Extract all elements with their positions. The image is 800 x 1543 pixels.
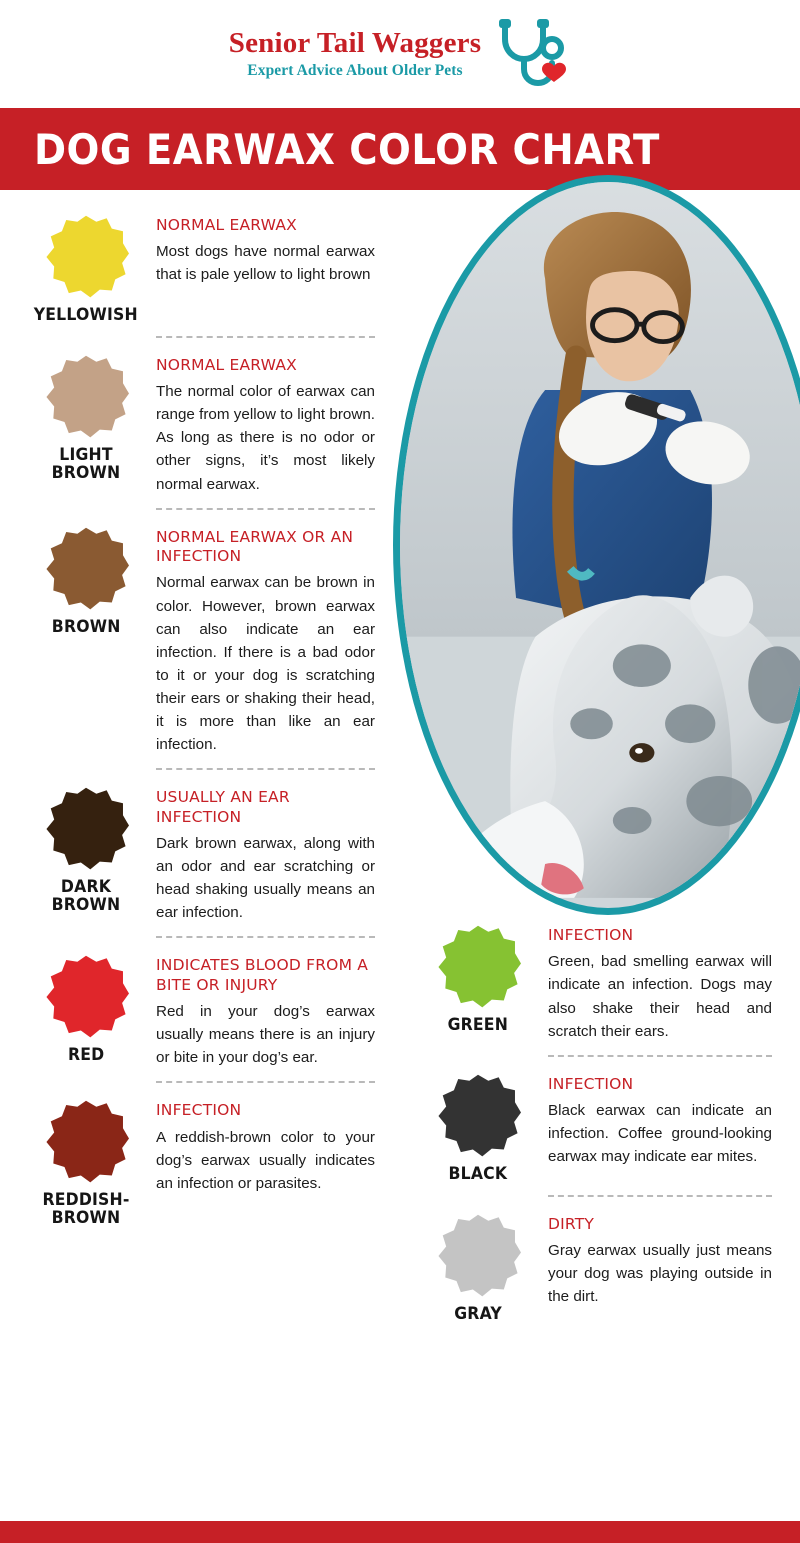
footer-bar (0, 1521, 800, 1543)
item-body: Dark brown earwax, along with an odor and ear scratching or head shaking usually means an ear infection. (156, 834, 375, 922)
item-body: Black earwax can indicate an infection. Coffee ground-looking earwax may indicate ear mites. (548, 1102, 772, 1166)
swatch-label: REDDISH- BROWN (42, 1190, 130, 1228)
swatch-label: RED (67, 1045, 105, 1065)
stethoscope-heart-icon (491, 17, 571, 92)
list-item (422, 1209, 772, 1323)
divider (156, 336, 375, 338)
item-title: INFECTION (156, 1101, 242, 1120)
item-title: NORMAL EARWAX OR AN INFECTION (156, 527, 354, 566)
swatch-label: LIGHT BROWN (51, 444, 121, 482)
swatch-label: GRAY (454, 1303, 502, 1323)
item-title: INFECTION (548, 1074, 634, 1093)
divider (156, 508, 375, 510)
color-swatch-black (435, 1073, 521, 1159)
divider (548, 1195, 772, 1197)
item-body: Normal earwax can be brown in color. However, brown earwax can also indicate an ear infection. If there is a bad odor to it or your dog is scratching their ears or shaking their head, it is more than like an ear infection. (156, 574, 375, 754)
item-body: The normal color of earwax can range from yellow to light brown. As long as there is no odor or other signs, it’s most likely normal earwax. (156, 383, 375, 493)
list-item (422, 920, 772, 1043)
item-title: NORMAL EARWAX (156, 216, 297, 234)
chart-title-bar (0, 108, 800, 190)
divider (156, 936, 375, 938)
swatch-label: YELLOWISH (33, 305, 139, 324)
swatch-label: DARK BROWN (51, 877, 121, 914)
item-title: INDICATES BLOOD FROM A BITE OR INJURY (156, 956, 369, 994)
list-item (30, 782, 375, 924)
item-title: USUALLY AN EAR INFECTION (156, 788, 290, 826)
right-color-list (422, 920, 772, 1322)
divider (156, 768, 375, 770)
item-body: Red in your dog’s earwax usually means there is an injury or bite in your dog’s ear. (156, 1003, 375, 1067)
color-swatch-yellowish (43, 214, 129, 300)
left-color-list (30, 210, 375, 1227)
list-item (30, 350, 375, 496)
list-item (30, 210, 375, 324)
item-title: DIRTY (548, 1214, 595, 1233)
color-swatch-reddish-brown (43, 1099, 129, 1185)
item-title: NORMAL EARWAX (156, 355, 297, 374)
swatch-label: BLACK (448, 1163, 508, 1183)
list-item (30, 522, 375, 757)
divider (156, 1081, 375, 1083)
list-item (30, 950, 375, 1069)
item-body: A reddish-brown color to your dog’s earwax usually indicates an infection or parasites. (156, 1128, 375, 1192)
item-title: INFECTION (548, 926, 634, 944)
list-item (30, 1095, 375, 1227)
swatch-label: BROWN (51, 616, 121, 636)
item-body: Most dogs have normal earwax that is pale yellow to light brown (156, 243, 375, 284)
color-swatch-brown (43, 526, 129, 612)
brand-title: Senior Tail Waggers (228, 27, 482, 60)
brand-subtitle: Expert Advice About Older Pets (247, 61, 463, 79)
color-swatch-green (435, 924, 521, 1010)
divider (548, 1055, 772, 1057)
swatch-label: GREEN (447, 1015, 509, 1034)
color-swatch-dark-brown (43, 786, 129, 872)
color-swatch-red (43, 954, 129, 1040)
photo-illustration (400, 182, 800, 898)
color-swatch-gray (435, 1213, 521, 1299)
list-item (422, 1069, 772, 1183)
site-logo-block (0, 0, 800, 108)
vet-examining-dog-photo (393, 175, 800, 915)
item-body: Gray earwax usually just means your dog was playing outside in the dirt. (548, 1241, 772, 1306)
page-title: DOG EARWAX COLOR CHART (34, 124, 660, 174)
color-swatch-light-brown (43, 354, 129, 440)
item-body: Green, bad smelling earwax will indicate an infection. Dogs may also shake their head and scratch their ears. (548, 953, 772, 1040)
